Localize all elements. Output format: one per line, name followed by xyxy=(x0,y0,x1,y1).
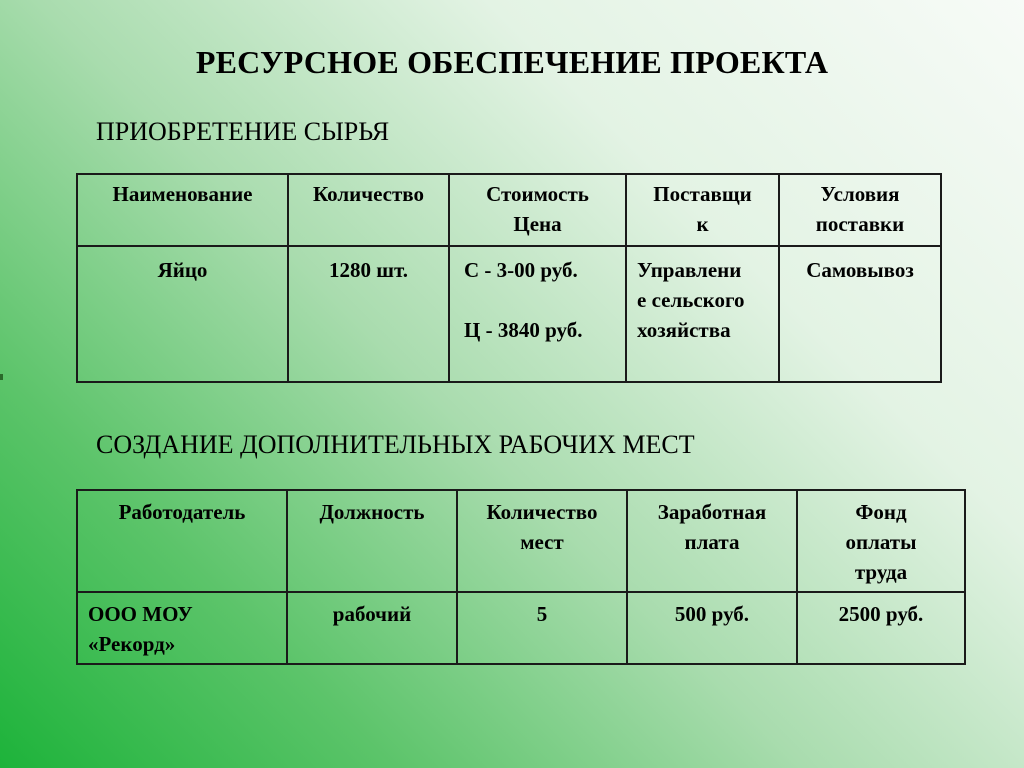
header-payroll-fund: Фонд оплаты труда xyxy=(797,490,965,592)
cell-salary: 500 руб. xyxy=(627,592,797,664)
raw-materials-header-row xyxy=(77,174,941,246)
header-cost-price: Стоимость Цена xyxy=(449,174,626,246)
cost-line: С - 3-00 руб. xyxy=(464,258,578,282)
header-quantity: Количество xyxy=(288,174,449,246)
cell-supplier: Управлени е сельского хозяйства xyxy=(626,246,779,382)
cell-cost-price xyxy=(449,246,626,382)
section-heading-new-jobs: СОЗДАНИЕ ДОПОЛНИТЕЛЬНЫХ РАБОЧИХ МЕСТ xyxy=(96,430,695,459)
table-row xyxy=(77,592,965,664)
header-position: Должность xyxy=(287,490,457,592)
price-line: Ц - 3840 руб. xyxy=(464,318,583,342)
cell-payroll-fund: 2500 руб. xyxy=(797,592,965,664)
new-jobs-table xyxy=(76,489,966,665)
cell-quantity: 1280 шт. xyxy=(288,246,449,382)
cell-position: рабочий xyxy=(287,592,457,664)
cell-delivery: Самовывоз xyxy=(779,246,941,382)
slide-title: РЕСУРСНОЕ ОБЕСПЕЧЕНИЕ ПРОЕКТА xyxy=(195,44,829,80)
raw-materials-table xyxy=(76,173,942,383)
header-salary: Заработная плата xyxy=(627,490,797,592)
edge-marker xyxy=(0,374,3,380)
new-jobs-header-row xyxy=(77,490,965,592)
header-job-count: Количество мест xyxy=(457,490,627,592)
header-employer: Работодатель xyxy=(77,490,287,592)
cell-name: Яйцо xyxy=(77,246,288,382)
header-delivery-terms: Условия поставки xyxy=(779,174,941,246)
section-heading-raw-materials: ПРИОБРЕТЕНИЕ СЫРЬЯ xyxy=(96,117,390,146)
header-supplier: Поставщи к xyxy=(626,174,779,246)
table-row xyxy=(77,246,941,382)
cell-job-count: 5 xyxy=(457,592,627,664)
cell-employer: ООО МОУ «Рекорд» xyxy=(77,592,287,664)
header-name: Наименование xyxy=(77,174,288,246)
